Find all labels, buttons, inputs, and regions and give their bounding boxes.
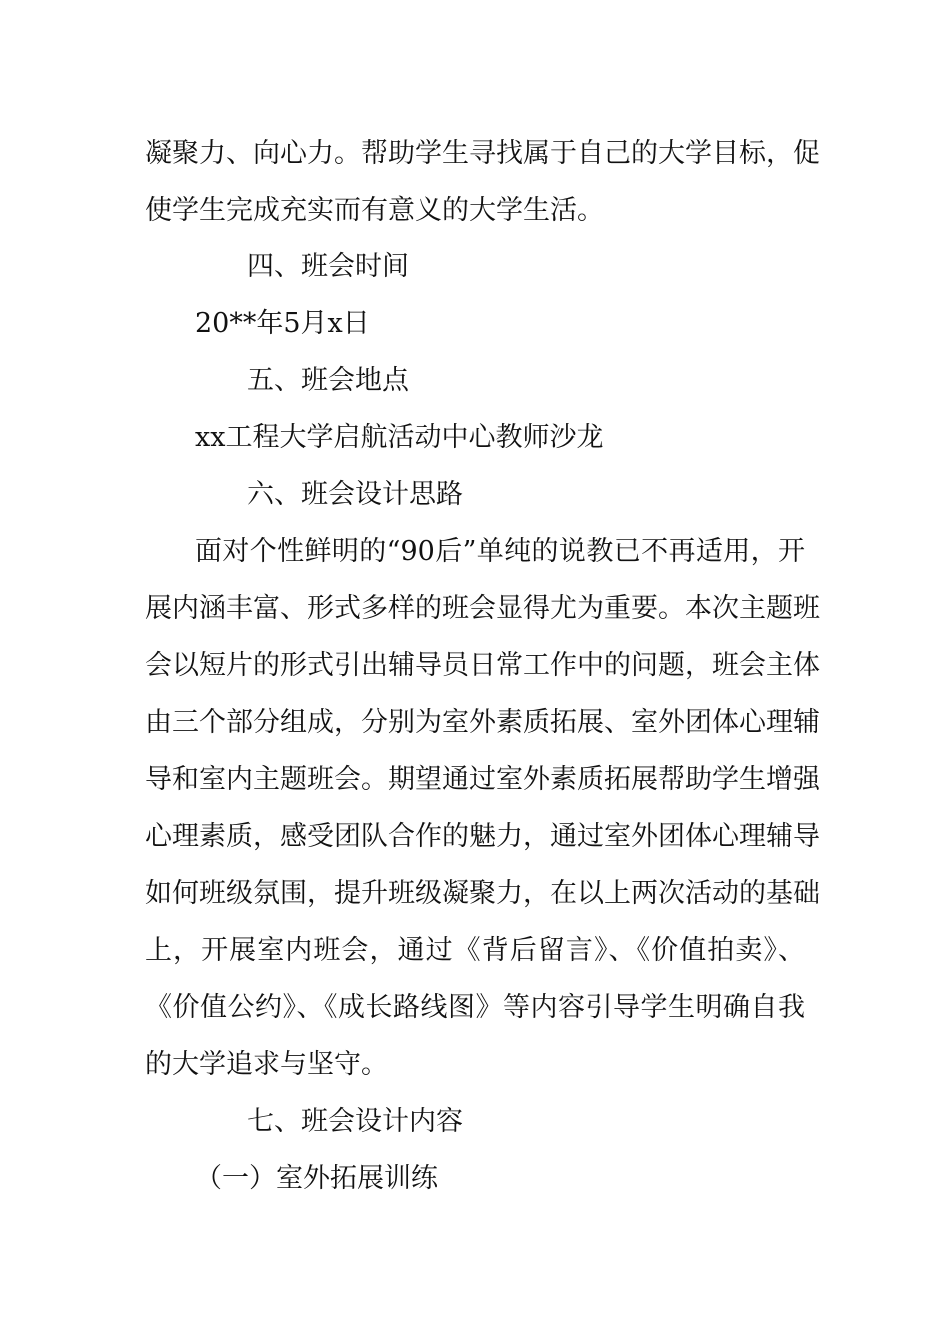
paragraph-line: 如何班级氛围，提升班级凝聚力，在以上两次活动的基础 [145,878,820,909]
paragraph-line: 的大学追求与坚守。 [145,1049,388,1080]
section-heading-design-content: 七、班会设计内容 [247,1106,463,1137]
paragraph-line: 上，开展室内班会，通过《背后留言》、《价值拍卖》、 [145,935,805,966]
subsection-heading: （一）室外拓展训练 [195,1163,438,1194]
paragraph-line: 心理素质，感受团队合作的魅力，通过室外团体心理辅导 [145,821,820,852]
meeting-location: xx工程大学启航活动中心教师沙龙 [195,422,604,453]
paragraph-line: 展内涵丰富、形式多样的班会显得尤为重要。本次主题班 [145,593,820,624]
section-heading-design-idea: 六、班会设计思路 [247,479,463,510]
paragraph-line: 面对个性鲜明的“90后”单纯的说教已不再适用，开 [195,536,805,567]
paragraph-line: 会以短片的形式引出辅导员日常工作中的问题，班会主体 [145,650,820,681]
paragraph-line: 凝聚力、向心力。帮助学生寻找属于自己的大学目标，促 [145,138,820,169]
paragraph-line: 由三个部分组成，分别为室外素质拓展、室外团体心理辅 [145,707,820,738]
meeting-date: 20**年5月x日 [195,308,370,339]
paragraph-line: 导和室内主题班会。期望通过室外素质拓展帮助学生增强 [145,764,820,795]
section-heading-time: 四、班会时间 [247,251,409,282]
paragraph-line: 使学生完成充实而有意义的大学生活。 [145,195,604,226]
section-heading-location: 五、班会地点 [247,365,409,396]
paragraph-line: 《价值公约》、《成长路线图》等内容引导学生明确自我 [145,992,805,1023]
